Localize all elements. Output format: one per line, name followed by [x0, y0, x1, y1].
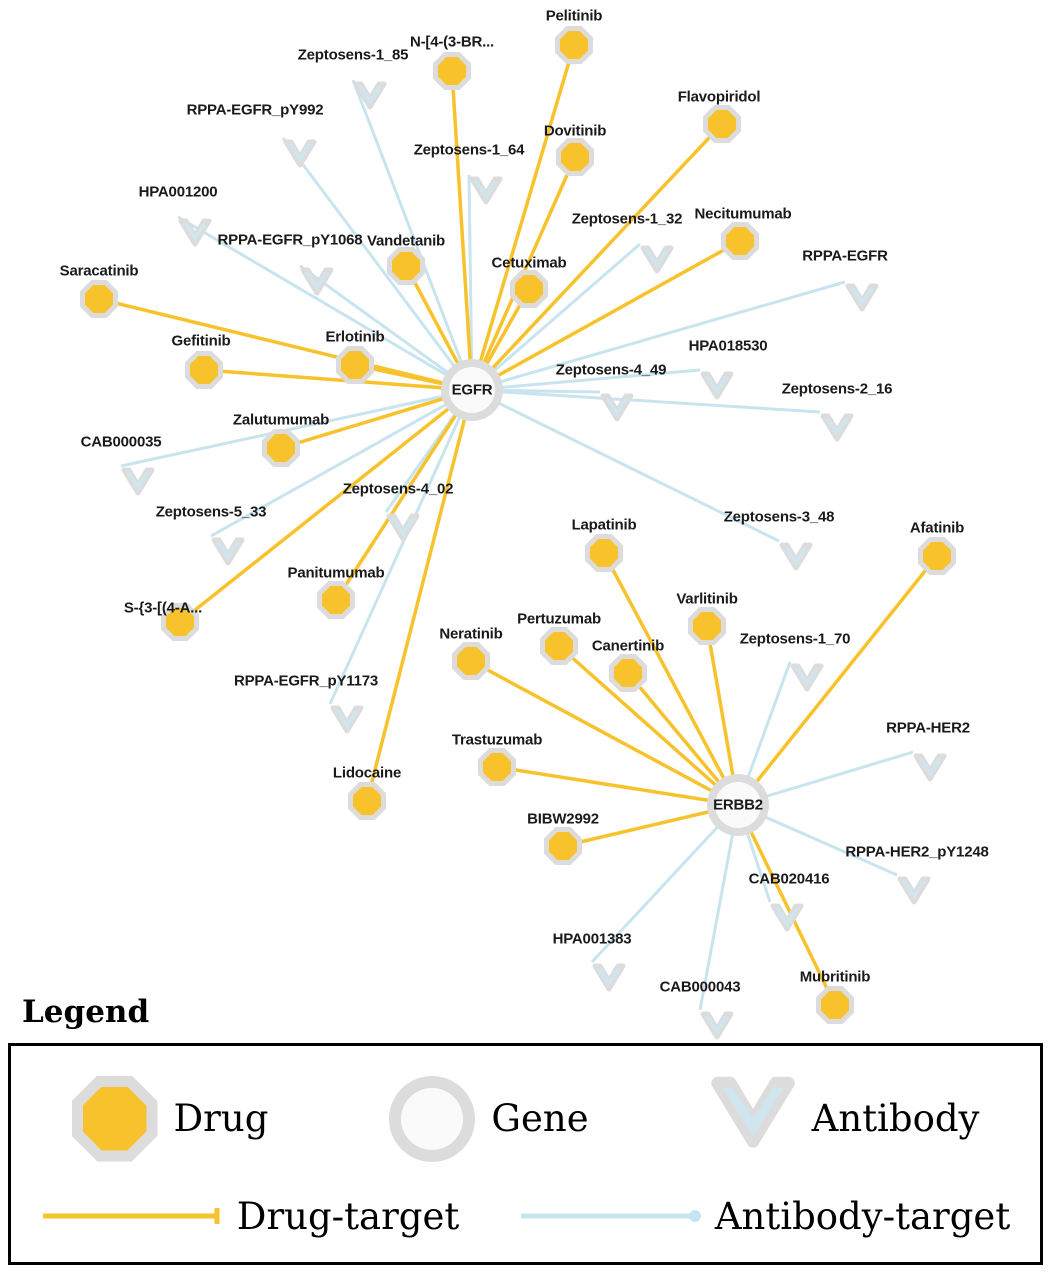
drug-node[interactable] — [555, 26, 593, 64]
drug-node[interactable] — [336, 346, 374, 384]
drug-node[interactable] — [185, 351, 223, 389]
antibody-node-label: RPPA-EGFR_pY1173 — [233, 672, 379, 690]
drug-node-label: Saracatinib — [59, 262, 139, 280]
antibody-node-label: HPA018530 — [688, 337, 768, 355]
antibody-node-label: RPPA-HER2_pY1248 — [845, 843, 989, 861]
legend-item-gene — [389, 1076, 588, 1162]
drug-node[interactable] — [80, 280, 118, 318]
drug-node-label: Flavopiridol — [677, 88, 761, 106]
drug-node[interactable] — [387, 247, 425, 285]
gene-label: EGFR — [451, 381, 493, 399]
drug-node[interactable] — [721, 222, 759, 260]
drug-node-label: S-{3-[(4-A... — [123, 599, 203, 617]
legend-item-drug — [72, 1076, 269, 1162]
drug-node[interactable] — [585, 534, 623, 572]
legend-label-drug: Drug — [173, 1097, 269, 1140]
drug-node[interactable] — [452, 642, 490, 680]
gene-label: ERBB2 — [713, 796, 763, 814]
drug-node[interactable] — [918, 537, 956, 575]
antibody-node-label: Zeptosens-1_70 — [739, 630, 851, 648]
drug-node[interactable] — [556, 138, 594, 176]
antibody-node-label: Zeptosens-5_33 — [155, 503, 267, 521]
drug-node-label: Lapatinib — [571, 516, 637, 534]
drug-node-label: Varlitinib — [676, 590, 738, 608]
legend-item-antibody — [710, 1073, 980, 1164]
graph-edge — [472, 390, 820, 412]
drug-node-label: Dovitinib — [543, 122, 607, 140]
drug-icon — [72, 1076, 158, 1162]
drug-node-label: Lidocaine — [332, 764, 402, 782]
drug-target-edge-icon — [41, 1206, 227, 1226]
antibody-node-label: Zeptosens-1_32 — [571, 210, 683, 228]
drug-node[interactable] — [540, 627, 578, 665]
antibody-icon — [710, 1073, 796, 1164]
drug-node-label: Cetuximab — [491, 254, 567, 272]
drug-node-label: Zalutumumab — [232, 411, 330, 429]
drug-node[interactable] — [478, 748, 516, 786]
drug-node-label: Erlotinib — [325, 328, 385, 346]
drug-node[interactable] — [510, 270, 548, 308]
drug-node[interactable] — [703, 105, 741, 143]
antibody-node-label: Zeptosens-4_49 — [555, 361, 667, 379]
graph-edge — [738, 556, 937, 805]
drug-node[interactable] — [816, 986, 854, 1024]
antibody-node-label: RPPA-HER2 — [886, 719, 970, 737]
drug-node[interactable] — [317, 581, 355, 619]
antibody-node-label: Zeptosens-3_48 — [723, 508, 835, 526]
legend-label-gene: Gene — [491, 1097, 589, 1140]
antibody-node-label: Zeptosens-4_02 — [342, 480, 454, 498]
legend-label-antibody: Antibody — [811, 1097, 980, 1140]
gene-icon — [389, 1076, 475, 1162]
antibody-node-label: HPA001383 — [552, 930, 632, 948]
legend-item-antibody-target — [519, 1195, 1010, 1238]
antibody-node-label: RPPA-EGFR_pY1068 — [217, 231, 363, 249]
drug-node-label: Canertinib — [591, 637, 665, 655]
legend-shapes-row — [11, 1066, 1040, 1171]
antibody-node-label: HPA001200 — [138, 183, 218, 201]
drug-node-label: Trastuzumab — [451, 731, 543, 749]
drug-node[interactable] — [609, 654, 647, 692]
drug-node-label: BIBW2992 — [527, 810, 599, 828]
drug-node-label: Pelitinib — [545, 7, 603, 25]
graph-edge — [330, 390, 472, 704]
legend-label-drug-target: Drug-target — [236, 1194, 460, 1238]
drug-node-label: Mubritinib — [799, 968, 871, 986]
legend-box — [8, 1043, 1043, 1265]
drug-node-label: Pertuzumab — [517, 610, 601, 628]
legend-label-antibody-target: Antibody-target — [714, 1194, 1011, 1238]
antibody-node-label: CAB020416 — [748, 870, 830, 888]
drug-node-label: Panitumumab — [287, 564, 385, 582]
drug-node-label: Afatinib — [909, 519, 965, 537]
antibody-node-label: CAB000035 — [80, 433, 162, 451]
antibody-node-label: Zeptosens-2_16 — [781, 380, 893, 398]
drug-node-label: N-[4-(3-BR... — [409, 33, 495, 51]
drug-node[interactable] — [688, 607, 726, 645]
drug-node[interactable] — [348, 782, 386, 820]
legend-title: Legend — [22, 994, 150, 1030]
drug-node-label: Necitumumab — [694, 205, 792, 223]
antibody-node-label: Zeptosens-1_64 — [413, 141, 525, 159]
antibody-node-label: RPPA-EGFR_pY992 — [186, 101, 324, 119]
drug-node[interactable] — [262, 429, 300, 467]
antibody-node-label: Zeptosens-1_85 — [297, 46, 409, 64]
drug-node-label: Vandetanib — [366, 232, 446, 250]
antibody-target-edge-icon — [519, 1206, 705, 1226]
antibody-node-label: CAB000043 — [659, 978, 741, 996]
legend-item-drug-target — [41, 1195, 459, 1238]
drug-node-label: Neratinib — [439, 625, 503, 643]
antibody-node-label: RPPA-EGFR — [802, 247, 888, 265]
drug-node[interactable] — [544, 827, 582, 865]
drug-node-label: Gefitinib — [171, 332, 231, 350]
drug-node[interactable] — [433, 52, 471, 90]
legend-edges-row — [11, 1186, 1040, 1246]
